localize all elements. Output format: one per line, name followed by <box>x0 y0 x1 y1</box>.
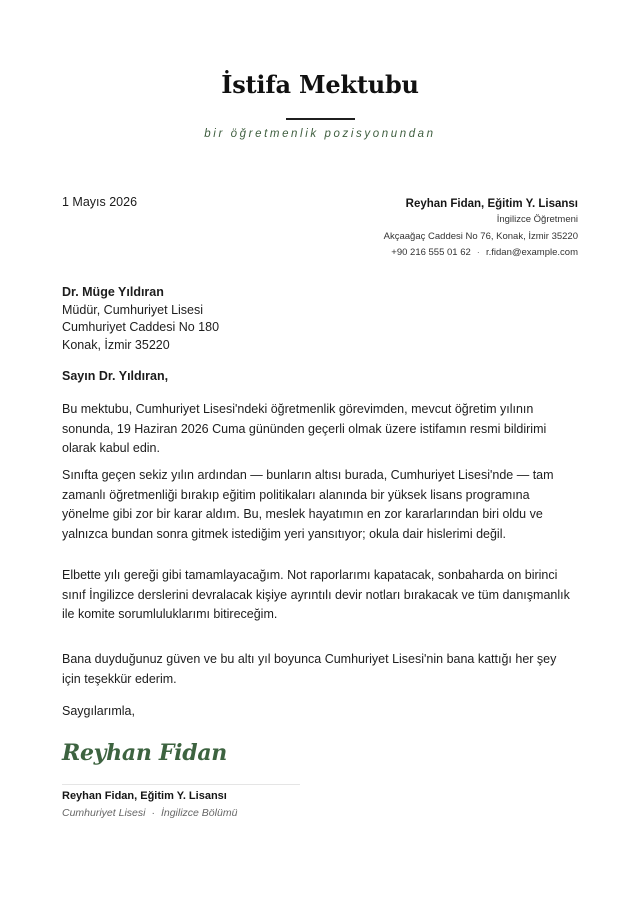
recipient-block <box>62 284 219 354</box>
contact-separator: · <box>476 247 480 258</box>
sender-name: Reyhan Fidan, Eğitim Y. Lisansı <box>405 198 578 210</box>
sender-email[interactable]: r.fidan@example.com <box>485 247 578 258</box>
page-title: İstifa Mektubu <box>221 70 419 99</box>
recipient-title: Müdür, Cumhuriyet Lisesi <box>62 302 204 317</box>
signature-name: Reyhan Fidan, Eğitim Y. Lisansı <box>62 790 227 802</box>
sender-phone: +90 216 555 01 62 <box>391 247 471 258</box>
page-subtitle: bir öğretmenlik pozisyonundan <box>204 128 436 140</box>
sender-role: İngilizce Öğretmeni <box>496 214 578 225</box>
sender-address: Akçaağaç Caddesi No 76, Konak, İzmir 35220 <box>383 230 578 242</box>
body-paragraph: Bana duyduğunuz güven ve bu altı yıl boyunca Cumhuriyet Lisesi'nin bana kattığı her şey için teşekkür ederim. <box>62 652 557 686</box>
signature-separator: · <box>151 807 155 819</box>
body-paragraph: Sınıfta geçen sekiz yılın ardından — bunların altısı burada, Cumhuriyet Lisesi'nde — tam zamanlı öğretmenliği bırakıp eğitim politikaları alanında bir yüksek lisans programına yönelme gibi zor bir karar aldım. Bu, meslek hayatımın en zor kararlarından biri oldu ve yalnızca bundan sonra gitmek istediğim yeri yansıtıyor; okula dair hislerimi değil. <box>62 468 554 541</box>
closing: Saygılarımla, <box>62 704 135 718</box>
sender-contact <box>384 245 578 262</box>
signature-script: Reyhan Fidan <box>62 740 227 766</box>
title-divider <box>286 118 355 120</box>
body-paragraph: Bu mektubu, Cumhuriyet Lisesi'ndeki öğretmenlik görevimden, mevcut öğretim yılının sonunda, 19 Haziran 2026 Cuma gününden geçerli olmak üzere istifamın resmi bildirimi olarak kabul edin. <box>62 402 547 455</box>
letter-date: 1 Mayıs 2026 <box>62 195 138 209</box>
salutation: Sayın Dr. Yıldıran, <box>62 369 169 383</box>
signature-school: Cumhuriyet Lisesi <box>62 807 146 819</box>
signature-divider <box>62 784 300 785</box>
signature-meta <box>62 807 237 819</box>
sender-block <box>384 196 578 262</box>
body-paragraph: Elbette yılı gereği gibi tamamlayacağım. Not raporlarımı kapatacak, sonbaharda on birinci sınıf İngilizce derslerini devralacak kişiye ayrıntılı devir notları bırakacak ve tüm danışmanlık ile komite sorumluluklarımı bitireceğim. <box>62 568 570 621</box>
recipient-name: Dr. Müge Yıldıran <box>62 285 164 299</box>
recipient-street: Cumhuriyet Caddesi No 180 <box>62 320 220 334</box>
signature-department: İngilizce Bölümü <box>160 807 238 819</box>
recipient-city: Konak, İzmir 35220 <box>62 337 170 352</box>
